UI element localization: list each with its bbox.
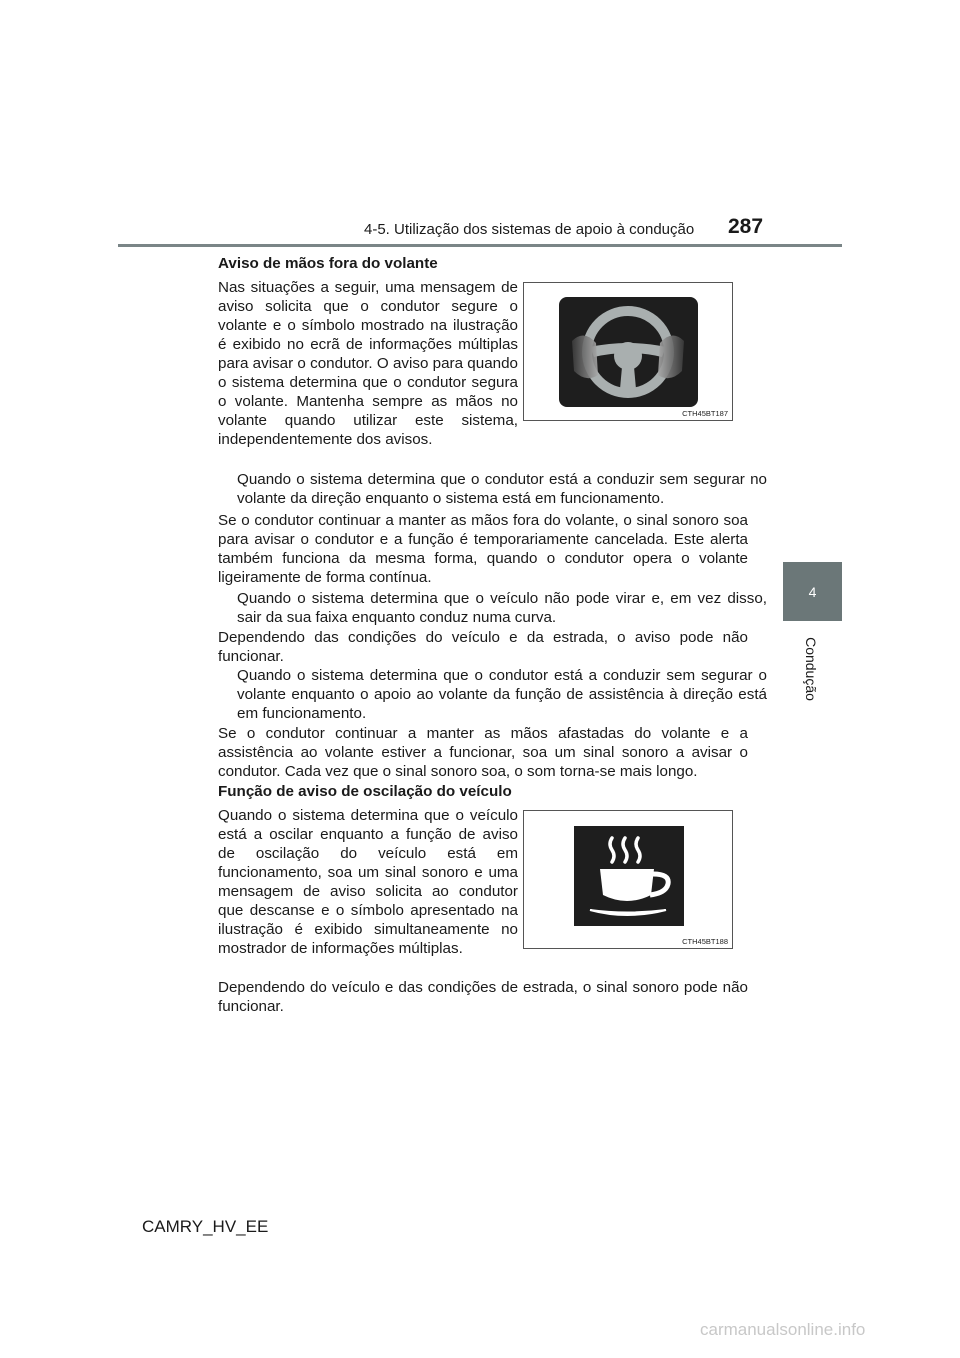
heading-sway-warning: Função de aviso de oscilação do veículo — [218, 783, 512, 800]
header-section-title: 4-5. Utilização dos sistemas de apoio à condução — [364, 221, 695, 238]
steering-wheel-hands-icon — [524, 283, 732, 420]
page-number: 287 — [728, 215, 764, 238]
chapter-tab-label — [780, 629, 842, 709]
paragraph-hands-off-intro: Nas situações a seguir, uma mensagem de aviso solicita que o condutor segure o volante e o símbolo mostrado na ilustração é exibido no ecrã de informações múltiplas para avisar o condutor. O aviso para quando o sistema determina que o condutor segura o volante. Mantenha sempre as mãos no volante quando utilizar este sistema, independentemente dos avisos. — [218, 279, 518, 448]
paragraph-sway-warning: Quando o sistema determina que o veículo está a oscilar enquanto a função de aviso de oscilação do veículo está em funcionamento, soa um sinal sonoro e uma mensagem de aviso solicita ao condutor que descanse e o símbolo apresentado na ilustração é exibido simultaneamente no mostrador de informações múltiplas. — [218, 807, 518, 957]
figure-rest-symbol — [523, 810, 733, 949]
bullet-condition-1: Quando o sistema determina que o condutor está a conduzir sem segurar no volante da direção enquanto o sistema está em funcionamento. — [237, 471, 767, 507]
footer-model-code: CAMRY_HV_EE — [142, 1217, 269, 1236]
paragraph-may-not-work: Dependendo das condições do veículo e da estrada, o aviso pode não funcionar. — [218, 629, 748, 665]
figure-code-1: CTH45BT187 — [682, 409, 728, 418]
header-divider — [118, 244, 842, 247]
paragraph-beep-cancel: Se o condutor continuar a manter as mãos fora do volante, o sinal sonoro soa para avisar o condutor e a função é temporariamente cancelada. Este alerta também funciona da mesma forma, quando o condutor opera o volante ligeiramente de forma contínua. — [218, 512, 748, 586]
paragraph-beep-longer: Se o condutor continuar a manter as mãos afastadas do volante e a assistência ao volante estiver a funcionar, soa um sinal sonoro a avisar o condutor. Cada vez que o sinal sonoro soa, o som torna-se mais longo. — [218, 725, 748, 780]
chapter-tab-number: 4 — [783, 562, 842, 621]
figure-code-2: CTH45BT188 — [682, 937, 728, 946]
bullet-condition-2: Quando o sistema determina que o veículo não pode virar e, em vez disso, sair da sua faixa enquanto conduz numa curva. — [237, 590, 767, 626]
coffee-cup-icon — [524, 811, 732, 948]
bullet-condition-3: Quando o sistema determina que o condutor está a conduzir sem segurar o volante enquanto o apoio ao volante da função de assistência à direção está em funcionamento. — [237, 667, 767, 722]
footer-watermark: carmanualsonline.info — [700, 1320, 866, 1339]
chapter-tab-label-text: Condução — [803, 637, 820, 701]
heading-hands-off-warning: Aviso de mãos fora do volante — [218, 255, 438, 272]
figure-hands-off-symbol — [523, 282, 733, 421]
paragraph-beep-may-not-work: Dependendo do veículo e das condições de estrada, o sinal sonoro pode não funcionar. — [218, 979, 748, 1015]
